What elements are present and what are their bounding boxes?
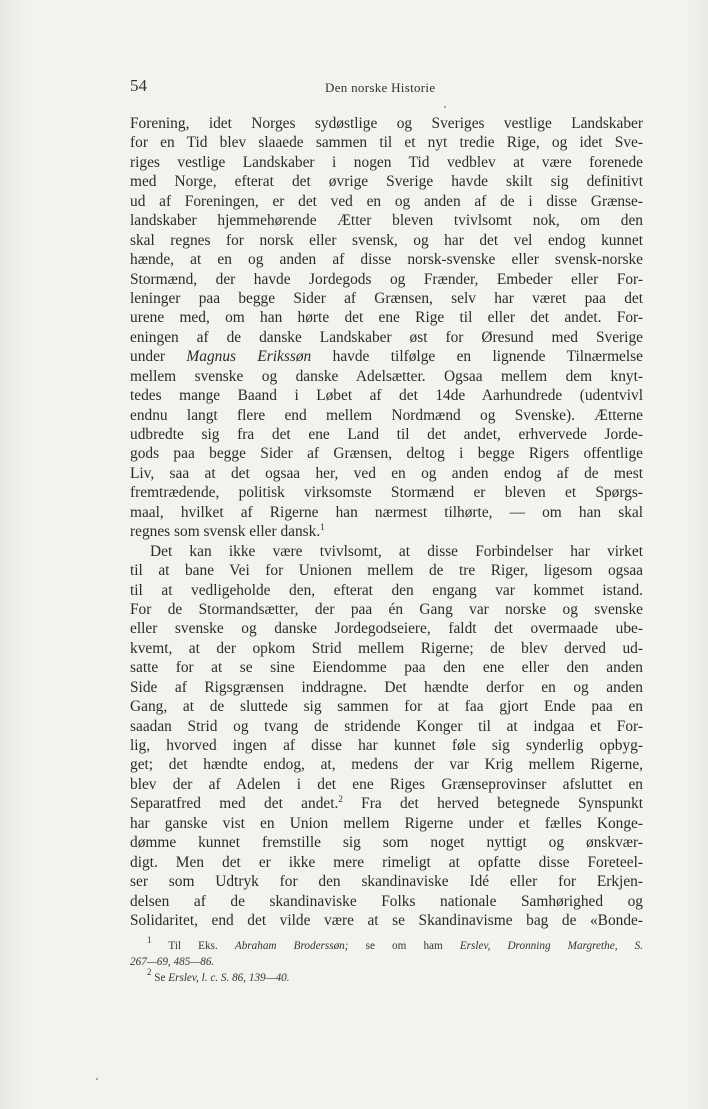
text-line: blev der af Adelen i det ene Riges Grænseprovinser afsluttet en: [130, 775, 643, 793]
text-line: landskaber hjemmehørende Ætter bleven tvivlsomt nok, om den: [130, 212, 643, 230]
text-fragment: under: [130, 348, 166, 366]
footnote-1: [130, 935, 643, 954]
text-line: get; det hændte endog, at, medens der var Krig mellem Rigerne,: [130, 756, 643, 774]
footnote-pages: 267—69, 485—86.: [130, 956, 215, 968]
text-line: gods paa begge Sider af Grænsen, deltog i begge Rigers offentlige: [130, 445, 643, 463]
text-line: urene med, om han hørte det ene Rige til eller det andet. For-: [130, 309, 643, 327]
text-line: med Norge, efterat det øvrige Sverige havde skilt sig definitivt: [130, 173, 643, 191]
text-line: Stormænd, der havde Jordegods og Frænder, Embeder eller For-: [130, 270, 643, 288]
text-line: tedes mange Baand i Løbet af det 14de Aarhundrede (udentvivl: [130, 387, 643, 405]
text-line: endnu langt flere end mellem Nordmænd og Svenske). Ætterne: [130, 406, 643, 424]
text-line: riges vestlige Landskaber i nogen Tid vedblev at være forenede: [130, 153, 643, 171]
text-fragment: havde tilfølge en lignende Tilnærmelse: [332, 348, 643, 366]
text-fragment: Separatfred med det andet.: [130, 795, 339, 813]
footnote-author: Abraham Broderssøn;: [234, 940, 349, 952]
footnote-number: 1: [147, 935, 152, 945]
text-line-paragraph-end: [130, 522, 643, 541]
italic-name: Magnus Erikssøn: [186, 348, 312, 366]
text-line: Liv, saa at det ogsaa her, ved en og anden endog af de mest: [130, 464, 643, 482]
text-line: Side af Rigsgrænsen inddragne. Det hændte derfor en og anden: [130, 678, 643, 696]
text-line: udbredte sig fra det ene Land til det andet, erhvervede Jorde-: [130, 426, 643, 443]
text-line: eningen af de danske Landskaber øst for Øresund med Sverige: [130, 328, 643, 346]
running-head: Den norske Historie: [325, 80, 436, 95]
text-line: hænde, at en og anden af disse norsk-svenske eller svensk-norske: [130, 251, 643, 269]
text-line: for en Tid blev slaaede sammen til et nyt tredie Rige, og idet Sve-: [130, 134, 643, 152]
footnote-text: se om ham: [365, 940, 443, 952]
text-line: skal regnes for norsk eller svensk, og har det vel endog kunnet: [130, 231, 643, 249]
text-line: For de Stormandsætter, der paa én Gang var norske og svenske: [130, 600, 643, 618]
text-line: Solidaritet, end det vilde være at se Skandinavisme bag de «Bonde-: [130, 911, 643, 929]
text-line: kvemt, at der opkom Strid mellem Rigerne; de blev derved ud-: [130, 639, 643, 657]
paper-speck: [444, 106, 446, 108]
text-line-with-footnote: [130, 794, 643, 813]
text-line: dømme kunnet fremstille sig som noget nyttigt og ønskvær-: [130, 834, 643, 852]
page-header: [130, 76, 645, 98]
text-line: lig, hvorved ingen af disse har kunnet føle sig synderlig opbyg-: [130, 737, 643, 754]
footnotes: [130, 935, 643, 986]
footnote-2: [130, 967, 643, 986]
text-line-paragraph-start: Det kan ikke være tvivlsomt, at disse Forbindelser har virket: [150, 542, 643, 560]
text-line: ser som Udtryk for den skandinaviske Idé eller for Erkjen-: [130, 873, 643, 891]
text-fragment: regnes som svensk eller dansk.: [130, 523, 321, 541]
text-line: saadan Strid og tvang de stridende Konger til at indgaa et For-: [130, 717, 643, 735]
text-line: Gang, at de sluttede sig sammen for at faa gjort Ende paa en: [130, 698, 643, 716]
text-line: satte for at se sine Eiendomme paa den ene eller den anden: [130, 659, 643, 677]
body-text: [130, 114, 643, 930]
footnote-text: Se: [154, 972, 166, 984]
page-number: 54: [130, 76, 147, 95]
footnote-reference: Erslev, l. c. S. 86, 139—40.: [168, 972, 290, 984]
footnote-marker[interactable]: 2: [338, 794, 343, 805]
text-line: til at vedligeholde den, efterat den engang var kommet istand.: [130, 581, 643, 599]
text-line: leninger paa begge Sider af Grænsen, selv har været paa det: [130, 289, 643, 307]
text-line: har ganske vist en Union mellem Rigerne under et fælles Konge-: [130, 814, 643, 832]
footnote-1-continued: [130, 954, 643, 970]
text-line: delsen af de skandinaviske Folks nationale Samhørighed og: [130, 892, 643, 910]
text-fragment: Fra det herved betegnede Synspunkt: [361, 795, 643, 813]
text-line: digt. Men det er ikke mere rimeligt at opfatte disse Foreteel-: [130, 853, 643, 871]
text-line: maal, hvilket af Rigerne han nærmest tilhørte, — om han skal: [130, 503, 643, 521]
text-line: til at bane Vei for Unionen mellem de tre Riger, ligesom ogsaa: [130, 562, 643, 580]
text-line: fremtrædende, politisk virksomste Stormænd er bleven et Spørgs-: [130, 484, 643, 502]
footnote-reference: Erslev, Dronning Margrethe, S.: [459, 940, 643, 952]
footnote-number: 2: [147, 967, 152, 977]
footnote-text: Til Eks.: [168, 940, 218, 952]
text-line: eller svenske og danske Jordegodseiere, faldt det overmaade ube-: [130, 620, 643, 638]
paper-speck: [96, 1078, 98, 1080]
text-line: ud af Foreningen, er det ved en og anden af de i disse Grænse-: [130, 192, 643, 210]
footnote-marker[interactable]: 1: [320, 522, 325, 533]
text-line-with-italic: [130, 347, 643, 366]
text-line: mellem svenske og danske Adelsætter. Ogsaa mellem dem knyt-: [130, 367, 643, 385]
text-line: Forening, idet Norges sydøstlige og Sveriges vestlige Landskaber: [130, 115, 643, 132]
